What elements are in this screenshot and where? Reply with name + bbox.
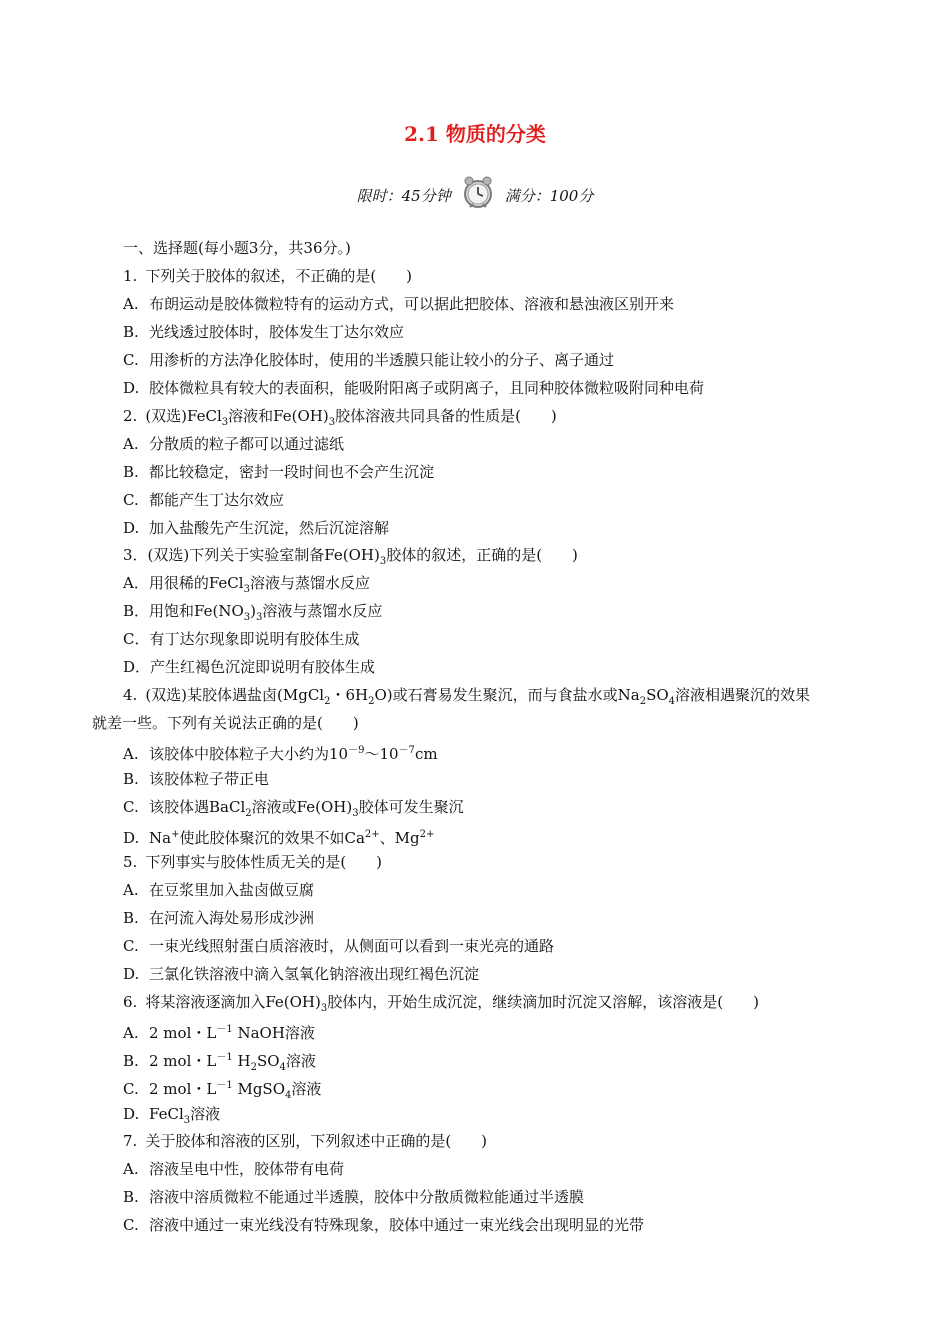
page-title: 2.1 物质的分类 <box>404 122 546 146</box>
full-score: 满分：100分 <box>504 186 594 205</box>
alarm-clock-icon <box>461 176 495 214</box>
question-2-option-b: B. 都比较稳定，密封一段时间也不会产生沉淀 <box>123 463 435 481</box>
question-3-stem: 3．(双选)下列关于实验室制备$Fe(OH)_3$胶体的叙述，正确的是( ) <box>123 546 578 567</box>
question-3-option-d: D．产生红褐色沉淀即说明有胶体生成 <box>123 658 376 676</box>
question-7-option-a: A. 溶液呈电中性，胶体带有电荷 <box>123 1160 345 1178</box>
question-6-stem: 6. 将某溶液逐滴加入$Fe(OH)_3$胶体内，开始生成沉淀，继续滴加时沉淀又溶解，该溶液是( ) <box>123 993 759 1014</box>
question-1-option-d: D. 胶体微粒具有较大的表面积，能吸附阳离子或阴离子，且同种胶体微粒吸附同种电荷 <box>123 379 705 397</box>
question-5-option-d: D. 三氯化铁溶液中滴入氢氧化钠溶液出现红褐色沉淀 <box>123 965 480 983</box>
time-limit: 限时：45分钟 <box>356 186 451 205</box>
question-6-option-a: A. 2 mol・$L^{-1}$ NaOH溶液 <box>123 1024 315 1042</box>
question-5-option-c: C. 一束光线照射蛋白质溶液时，从侧面可以看到一束光亮的通路 <box>123 937 555 955</box>
question-4-stem-continued: 就差一些。下列有关说法正确的是( ) <box>92 714 359 732</box>
question-3-option-c: C．有丁达尔现象即说明有胶体生成 <box>123 630 360 648</box>
question-6-option-b: B. 2 mol・$L^{-1}$ $H_2SO_4$溶液 <box>123 1052 316 1073</box>
question-1-option-a: A. 布朗运动是胶体微粒特有的运动方式，可以据此把胶体、溶液和悬浊液区别开来 <box>123 295 675 313</box>
question-2-option-c: C. 都能产生丁达尔效应 <box>123 491 285 509</box>
question-5-stem: 5. 下列事实与胶体性质无关的是( ) <box>123 853 383 871</box>
question-2-stem: 2. (双选)FeCl$_3$溶液和$Fe(OH)_3$胶体溶液共同具备的性质是( ) <box>123 407 557 428</box>
question-2-option-d: D. 加入盐酸先产生沉淀，然后沉淀溶解 <box>123 519 390 537</box>
question-3-option-b: B．用饱和$Fe(NO_3)_3$溶液与蒸馏水反应 <box>123 602 383 623</box>
question-3-option-a: A．用很稀的FeCl$_3$溶液与蒸馏水反应 <box>123 574 370 595</box>
question-6-option-c: C. 2 mol・$L^{-1}$ MgSO$_4$溶液 <box>123 1080 322 1101</box>
question-1-option-c: C. 用渗析的方法净化胶体时，使用的半透膜只能让较小的分子、离子通过 <box>123 351 615 369</box>
question-7-stem: 7. 关于胶体和溶液的区别，下列叙述中正确的是( ) <box>123 1132 488 1150</box>
question-7-option-c: C. 溶液中通过一束光线没有特殊现象，胶体中通过一束光线会出现明显的光带 <box>123 1216 645 1234</box>
question-4-option-b: B. 该胶体粒子带正电 <box>123 770 270 788</box>
question-2-option-a: A. 分散质的粒子都可以通过滤纸 <box>123 435 345 453</box>
question-4-stem: 4. (双选)某胶体遇盐卤(MgCl$_2$・$6H_2O$)或石膏易发生聚沉，而与食盐水或$Na_2SO_4$溶液相遇聚沉的效果 <box>123 686 811 707</box>
question-4-option-c: C. 该胶体遇BaCl$_2$溶液或$Fe(OH)_3$胶体可发生聚沉 <box>123 798 464 819</box>
question-5-option-b: B. 在河流入海处易形成沙洲 <box>123 909 315 927</box>
question-6-option-d: D. FeCl$_3$溶液 <box>123 1105 221 1126</box>
question-4-option-a: A. 该胶体中胶体粒子大小约为$10^{-9}\sim 10^{-7}cm$ <box>123 745 438 763</box>
section-heading: 一、选择题(每小题3分，共36分。) <box>123 239 351 257</box>
question-5-option-a: A. 在豆浆里加入盐卤做豆腐 <box>123 881 315 899</box>
question-1-option-b: B. 光线透过胶体时，胶体发生丁达尔效应 <box>123 323 405 341</box>
question-1-stem: 1. 下列关于胶体的叙述，不正确的是( ) <box>123 267 413 285</box>
question-4-option-d: D. Na+使此胶体聚沉的效果不如$Ca^{2+}$、$Mg^{2+}$ <box>123 829 435 847</box>
exam-meta <box>0 176 950 214</box>
question-7-option-b: B. 溶液中溶质微粒不能通过半透膜，胶体中分散质微粒能通过半透膜 <box>123 1188 585 1206</box>
